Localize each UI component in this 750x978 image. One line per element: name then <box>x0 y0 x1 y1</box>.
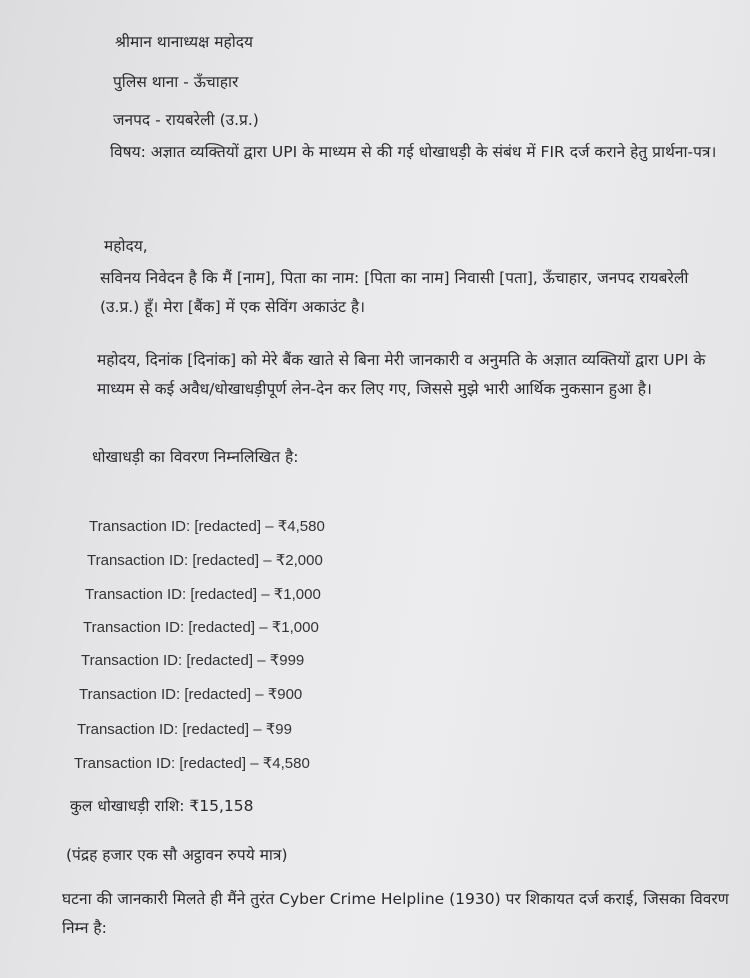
details-heading: धोखाधड़ी का विवरण निम्नलिखित है: <box>92 448 299 466</box>
total-amount-words: (पंद्रह हजार एक सौ अट्ठावन रुपये मात्र) <box>66 846 288 864</box>
transaction-row: Transaction ID: [redacted] – ₹2,000 <box>87 552 323 569</box>
transaction-row: Transaction ID: [redacted] – ₹1,000 <box>83 619 319 636</box>
transaction-row: Transaction ID: [redacted] – ₹999 <box>81 652 305 669</box>
transaction-row: Transaction ID: [redacted] – ₹1,000 <box>85 586 321 603</box>
recipient-line-3: जनपद - रायबरेली (उ.प्र.) <box>113 111 259 129</box>
subject-line: विषय: अज्ञात व्यक्तियों द्वारा UPI के माध्यम से की गई धोखाधड़ी के संबंध में FIR दर्ज कराने हेतु प्रार्थना-पत्र। <box>110 143 717 161</box>
total-amount: कुल धोखाधड़ी राशि: ₹15,158 <box>70 797 254 815</box>
recipient-line-1: श्रीमान थानाध्यक्ष महोदय <box>115 33 253 51</box>
transaction-row: Transaction ID: [redacted] – ₹900 <box>79 686 303 703</box>
salutation: महोदय, <box>104 237 148 255</box>
helpline-paragraph: घटना की जानकारी मिलते ही मैंने तुरंत Cyber Crime Helpline (1930) पर शिकायत दर्ज कराई, जिसका विवरण निम्न है: <box>62 890 729 937</box>
recipient-line-2: पुलिस थाना - ऊँचाहार <box>113 73 239 91</box>
transaction-row: Transaction ID: [redacted] – ₹4,580 <box>89 518 325 535</box>
transaction-row: Transaction ID: [redacted] – ₹4,580 <box>74 755 310 772</box>
intro-paragraph: सविनय निवेदन है कि मैं [नाम], पिता का नाम: [पिता का नाम] निवासी [पता], ऊँचाहार, जनपद रायबरेली (उ.प्र.) हूँ। मेरा [बैंक] में एक सेविंग अकाउंट है। <box>100 269 689 316</box>
transaction-row: Transaction ID: [redacted] – ₹99 <box>77 721 292 738</box>
incident-paragraph: महोदय, दिनांक [दिनांक] को मेरे बैंक खाते से बिना मेरी जानकारी व अनुमति के अज्ञात व्यक्तियों द्वारा UPI के माध्यम से कई अवैध/धोखाधड़ीपूर्ण लेन-देन कर लिए गए, जिससे मुझे भारी आर्थिक नुकसान हुआ है। <box>97 351 706 398</box>
